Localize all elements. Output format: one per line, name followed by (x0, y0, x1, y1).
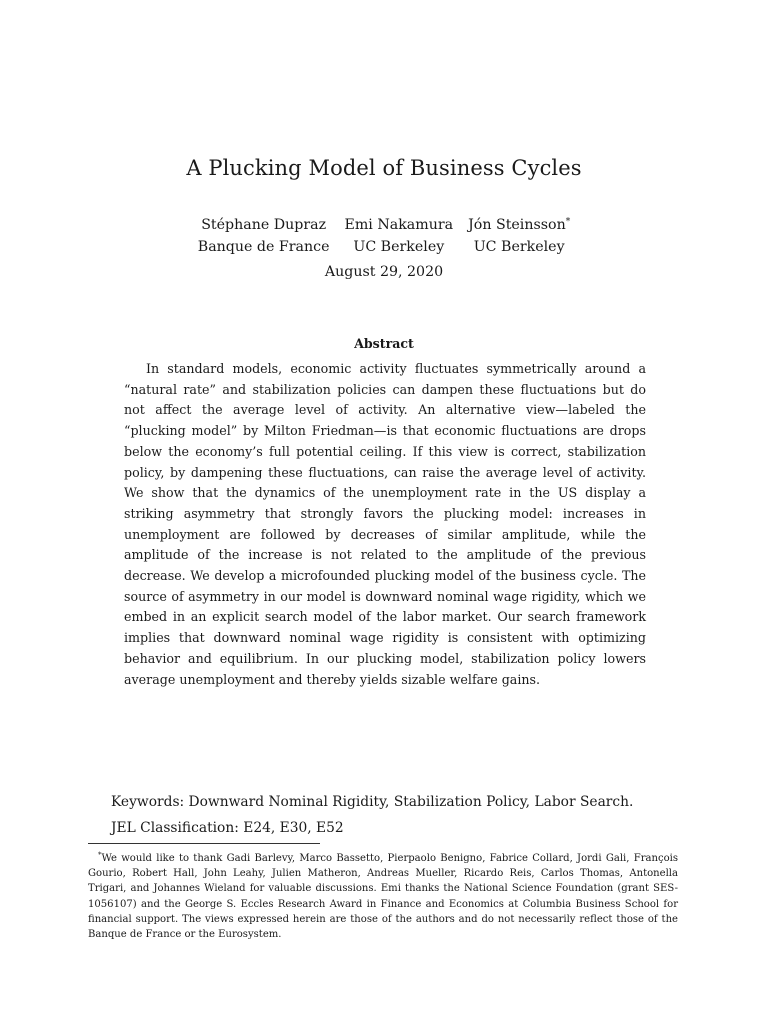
abstract-heading: Abstract (354, 336, 414, 351)
keywords: Keywords: Downward Nominal Rigidity, Stabilization Policy, Labor Search. (111, 794, 634, 810)
author-steinsson (468, 211, 570, 258)
author-affiliation: UC Berkeley (353, 239, 445, 255)
abstract-text: In standard models, economic activity fluctuates symmetrically around a “natural rate” and stabilization policies can dampen these fluctuations but do not affect the average level of activity. An alternative view—labeled the “plucking model” by Milton Friedman—is that economic fluctuations are drops below the economy’s full potential ceiling. If this view is correct, stabilization policy, by dampening these fluctuations, can raise the average level of activity. We show that the dynamics of the unemployment rate in the US display a striking asymmetry that strongly favors the plucking model: increases in unemployment are followed by decreases of similar amplitude, while the amplitude of the increase is not related to the amplitude of the previous decrease. We develop a microfounded plucking model of the business cycle. The source of asymmetry in our model is downward nominal wage rigidity, which we embed in an explicit search model of the labor market. Our search framework implies that downward nominal wage rigidity is consistent with optimizing behavior and equilibrium. In our plucking model, stabilization policy lowers average unemployment and thereby yields sizable welfare gains. (124, 361, 646, 687)
footnote-text: We would like to thank Gadi Barlevy, Marco Bassetto, Pierpaolo Benigno, Fabrice Collard, Jordi Gali, François Gourio, Robert Hall, John Leahy, Julien Matheron, Andreas Mueller, Ricardo Reis, Carlos Thomas, Antonella Trigari, and Johannes Wieland for valuable discussions. Emi thanks the National Science Foundation (grant SES-1056107) and the George S. Eccles Research Award in Finance and Economics at Columbia Business School for financial support. The views expressed herein are those of the authors and do not necessarily reflect those of the Banque de France or the Eurosystem. (88, 853, 678, 941)
author-name: Emi Nakamura (344, 217, 454, 233)
author-nakamura (344, 211, 453, 258)
paper-title: A Plucking Model of Business Cycles (186, 156, 582, 180)
author-affiliation: Banque de France (197, 239, 330, 255)
author-affiliation: UC Berkeley (473, 239, 565, 255)
footnote-mark: * (98, 851, 102, 859)
author-footnote-mark: * (565, 217, 571, 227)
footnote (88, 848, 678, 942)
footnote-divider (88, 843, 320, 844)
jel-classification: JEL Classification: E24, E30, E52 (111, 820, 344, 836)
paper-date: August 29, 2020 (324, 264, 444, 280)
author-name: Stéphane Dupraz (201, 217, 327, 233)
author-dupraz (198, 211, 330, 258)
author-list (0, 211, 768, 258)
author-name: Jón Steinsson* (468, 217, 571, 233)
